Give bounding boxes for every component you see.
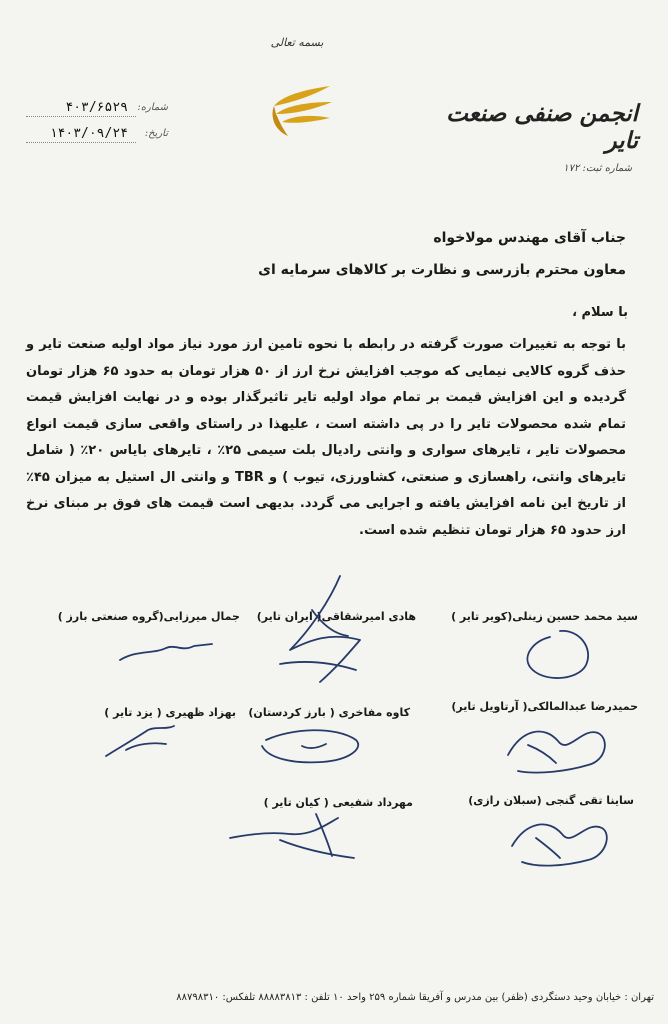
signatory-6: بهزاد ظهیری ( یزد تایر ) [104,706,236,719]
signature-7-icon [500,808,620,874]
letter-number-value: ۴۰۳/۶۵۲۹ [65,100,128,115]
addressee-name: جناب آقای مهندس مولاخواه [433,230,626,246]
signature-8-icon [220,808,370,868]
greeting: با سلام ، [572,305,628,320]
organization-name: انجمن صنفی صنعت تایر [446,100,638,154]
addressee-title: معاون محترم بازرسی و نظارت بر کالاهای سرمایه ای [258,262,626,278]
registration-number: شماره ثبت: ۱۷۲ [563,163,632,174]
signature-1-icon [520,625,600,685]
signatory-5: کاوه مفاخری ( بارز کردستان) [248,706,410,719]
letter-date-value: ۱۴۰۳/۰۹/۲۴ [49,126,128,141]
signatory-7: ساینا تقی گنجی (سبلان رازی) [468,794,634,807]
signature-5-icon [252,718,372,768]
signatory-8: مهرداد شفیعی ( کیان تایر ) [263,796,413,809]
letter-date-field [18,126,168,146]
footer-address: تهران : خیابان وحید دستگردی (ظفر) بین مدرس و آفریقا شماره ۲۵۹ واحد ۱۰ تلفن : ۸۸۸۸۳۸۱۳ تلفکس: ۸۸۷۹۸۳۱۰ [176,992,654,1003]
bismillah-heading: بسمه تعالی [270,36,324,49]
letter-date-label: تاریخ: [144,128,168,139]
signature-3-icon [110,630,220,670]
signature-6-icon [96,716,186,766]
signature-4-icon [498,715,618,781]
letter-body: با توجه به تغییرات صورت گرفته در رابطه با نحوه تامین ارز مورد نیاز مواد اولیه صنعت تایر و حذف گروه کالایی نیمایی که موجب افزایش نرخ ارز از ۵۰ هزار تومان به حدود ۶۵ هزار تومان گردیده و این افزایش قیمت بر تمام مواد اولیه تایر تاثیرگذار بوده و در نهایت افزایش قیمت تمام شده محصولات تایر را در پی داشته است ، علیهذا در راستای واقعی سازی قیمت انواع محصولات تایر ، تایرهای سواری و وانتی رادیال بلت سیمی ۲۵٪ ، تایرهای بایاس ۲۰٪ ( شامل تایرهای وانتی، راهسازی و صنعتی، کشاورزی، تیوب ) و TBR و وانتی ال استیل به میزان ۴۵٪ از تاریخ این نامه افزایش یافته و اجرایی می گردد. بدیهی است قیمت های فوق بر مبنای نرخ ارز حدود ۶۵ هزار تومان تنظیم شده است. [26,337,626,538]
signatory-3: جمال میرزایی(گروه صنعتی بارز ) [57,610,240,623]
signature-2-icon [260,570,390,690]
letter-date-underline [26,142,136,143]
golden-wing-logo-icon [268,62,338,142]
letter-number-label: شماره: [137,102,168,113]
signatory-4: حمیدرضا عبدالمالکی( آرتاویل تایر) [451,700,638,713]
letter-number-underline [26,116,136,117]
letter-number-field [18,100,168,120]
signatory-2: هادی امیرشقاقی( ایران تایر) [256,610,416,623]
signatory-1: سید محمد حسین زینلی(کویر تایر ) [451,610,638,623]
